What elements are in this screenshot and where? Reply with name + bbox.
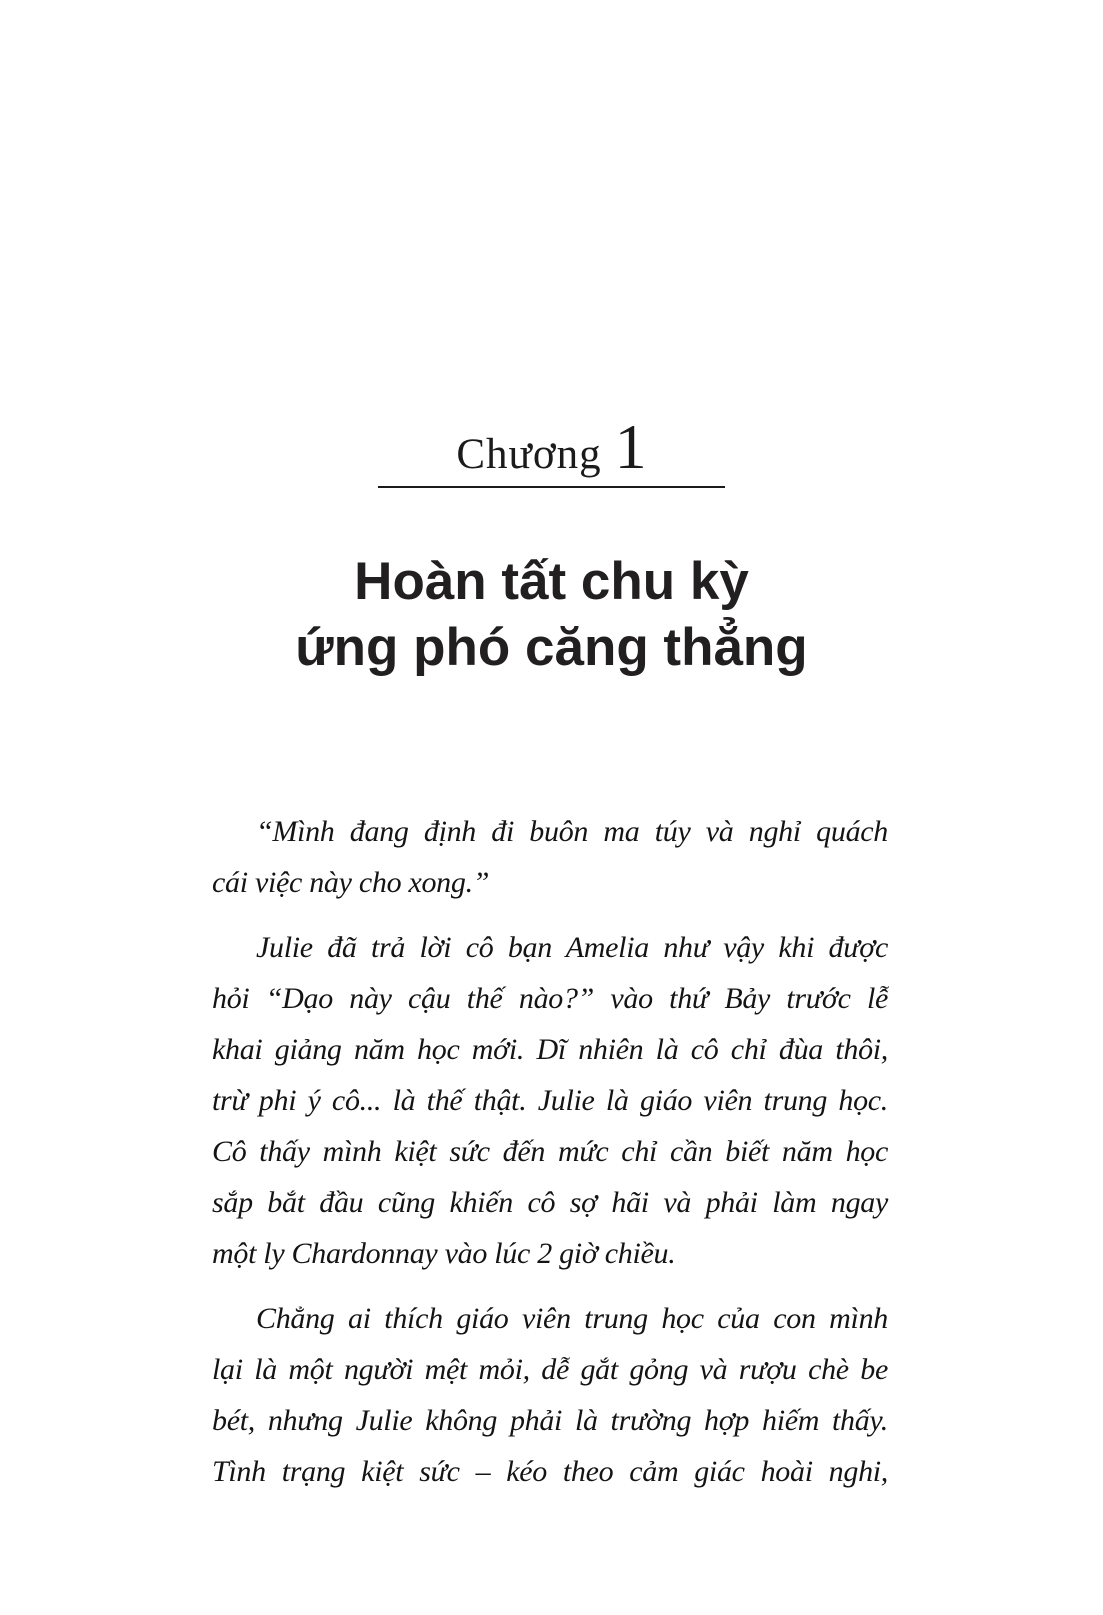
body-text: [212, 806, 888, 1497]
text-line: một ly Chardonnay vào lúc 2 giờ chiều.: [212, 1237, 676, 1270]
text-line: Tình trạng kiệt sức – kéo theo cảm giác hoài nghi,: [212, 1455, 888, 1488]
paragraph: [212, 806, 888, 908]
chapter-title-line1: Hoàn tất chu kỳ: [354, 552, 749, 611]
text-line: cái việc này cho xong.”: [212, 866, 490, 899]
text-line: Cô thấy mình kiệt sức đến mức chỉ cần biết năm học: [212, 1135, 888, 1168]
paragraph: [212, 1293, 888, 1497]
chapter-heading: [0, 410, 1103, 484]
text-line: bét, nhưng Julie không phải là trường hợp hiếm thấy.: [212, 1404, 888, 1437]
text-line: Julie đã trả lời cô bạn Amelia như vậy khi được: [256, 931, 888, 964]
chapter-title: [0, 549, 1103, 681]
chapter-divider-rule: [378, 486, 725, 488]
text-line: lại là một người mệt mỏi, dễ gắt gỏng và rượu chè be: [212, 1353, 888, 1386]
chapter-title-line2: ứng phó căng thẳng: [295, 618, 808, 677]
chapter-label: Chương: [456, 431, 602, 478]
text-line: trừ phi ý cô... là thế thật. Julie là giáo viên trung học.: [212, 1084, 888, 1117]
paragraph: [212, 922, 888, 1279]
chapter-number: 1: [614, 411, 647, 482]
text-line: Chẳng ai thích giáo viên trung học của con mình: [256, 1302, 888, 1335]
text-line: khai giảng năm học mới. Dĩ nhiên là cô chỉ đùa thôi,: [212, 1033, 888, 1066]
text-line: hỏi “Dạo này cậu thế nào?” vào thứ Bảy trước lễ: [212, 982, 888, 1015]
text-line: sắp bắt đầu cũng khiến cô sợ hãi và phải làm ngay: [212, 1186, 888, 1219]
text-line: “Mình đang định đi buôn ma túy và nghỉ quách: [256, 815, 888, 848]
